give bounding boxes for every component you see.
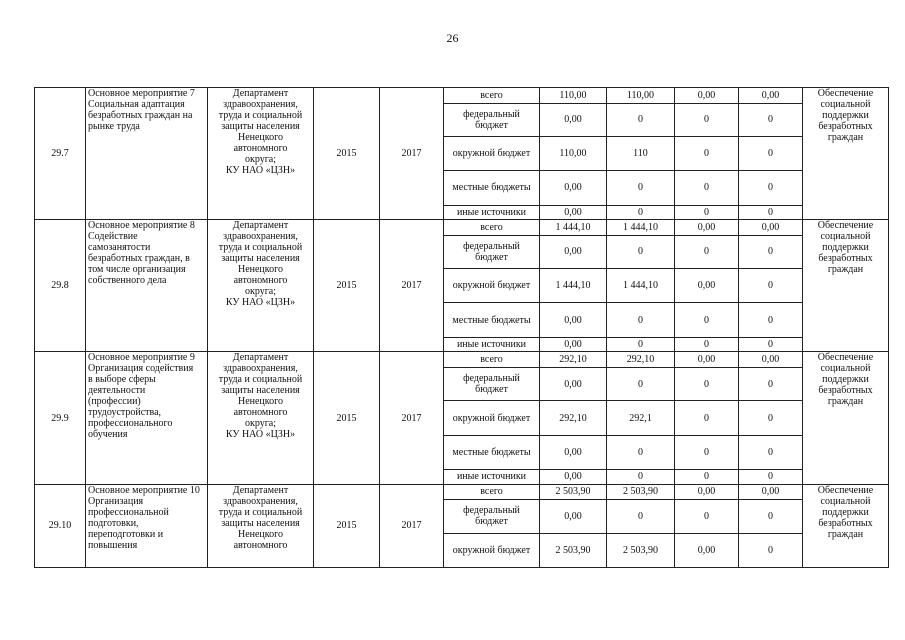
funding-2016: 0,00 (675, 484, 739, 500)
end-year: 2017 (380, 88, 444, 220)
funding-2017: 0 (739, 435, 803, 469)
funding-source: иные источники (444, 205, 540, 220)
funding-source: федеральный бюджет (444, 235, 540, 268)
funding-2016: 0,00 (675, 269, 739, 303)
funding-2015: 0 (607, 303, 675, 337)
funding-total: 0,00 (540, 368, 607, 401)
funding-2017: 0 (739, 533, 803, 567)
funding-2016: 0 (675, 303, 739, 337)
expected-result: Обеспечение социальной поддержки безработных граждан (803, 484, 889, 567)
funding-source: всего (444, 220, 540, 236)
funding-source: всего (444, 484, 540, 500)
funding-2015: 110 (607, 136, 675, 170)
funding-2015: 2 503,90 (607, 533, 675, 567)
expected-result: Обеспечение социальной поддержки безработных граждан (803, 88, 889, 220)
funding-2017: 0 (739, 470, 803, 485)
funding-total: 2 503,90 (540, 484, 607, 500)
funding-total: 110,00 (540, 136, 607, 170)
funding-source: окружной бюджет (444, 401, 540, 435)
activity-row (35, 220, 889, 236)
funding-2015: 2 503,90 (607, 484, 675, 500)
activity-description: Основное мероприятие 8 Содействие самозанятости безработных граждан, в том числе организация собственного дела (86, 220, 208, 352)
activity-executor: Департамент здравоохранения, труда и социальной защиты населения Ненецкого автономного округа; КУ НАО «ЦЗН» (208, 88, 314, 220)
funding-source: местные бюджеты (444, 171, 540, 205)
funding-source: федеральный бюджет (444, 368, 540, 401)
page-number: 26 (446, 31, 459, 45)
funding-2015: 0 (607, 171, 675, 205)
funding-2015: 0 (607, 435, 675, 469)
activity-number: 29.10 (35, 484, 86, 567)
funding-total: 110,00 (540, 88, 607, 104)
funding-total: 0,00 (540, 205, 607, 220)
funding-total: 1 444,10 (540, 220, 607, 236)
funding-2015: 1 444,10 (607, 220, 675, 236)
activity-description: Основное мероприятие 9 Организация содействия в выборе сферы деятельности (профессии) трудоустройства, профессионального обучения (86, 352, 208, 484)
funding-total: 0,00 (540, 337, 607, 352)
funding-total: 0,00 (540, 235, 607, 268)
funding-source: окружной бюджет (444, 533, 540, 567)
activity-number: 29.8 (35, 220, 86, 352)
funding-2016: 0 (675, 337, 739, 352)
funding-total: 0,00 (540, 500, 607, 533)
funding-2017: 0 (739, 401, 803, 435)
funding-2016: 0 (675, 368, 739, 401)
funding-2015: 110,00 (607, 88, 675, 104)
activity-row (35, 484, 889, 500)
activity-number: 29.9 (35, 352, 86, 484)
funding-total: 0,00 (540, 303, 607, 337)
funding-source: федеральный бюджет (444, 500, 540, 533)
funding-source: федеральный бюджет (444, 103, 540, 136)
funding-source: иные источники (444, 337, 540, 352)
funding-2017: 0,00 (739, 484, 803, 500)
funding-2016: 0 (675, 103, 739, 136)
activity-row (35, 88, 889, 104)
funding-2015: 1 444,10 (607, 269, 675, 303)
activity-description: Основное мероприятие 7 Социальная адаптация безработных граждан на рынке труда (86, 88, 208, 220)
funding-2017: 0 (739, 171, 803, 205)
funding-total: 0,00 (540, 103, 607, 136)
funding-2015: 0 (607, 235, 675, 268)
funding-2017: 0 (739, 205, 803, 220)
funding-total: 292,10 (540, 352, 607, 368)
funding-2015: 0 (607, 500, 675, 533)
program-activities-table (34, 87, 889, 568)
funding-source: всего (444, 88, 540, 104)
funding-total: 0,00 (540, 435, 607, 469)
funding-source: всего (444, 352, 540, 368)
activity-executor: Департамент здравоохранения, труда и социальной защиты населения Ненецкого автономного (208, 484, 314, 567)
funding-2015: 0 (607, 205, 675, 220)
funding-2016: 0 (675, 205, 739, 220)
funding-source: окружной бюджет (444, 269, 540, 303)
expected-result: Обеспечение социальной поддержки безработных граждан (803, 220, 889, 352)
funding-total: 0,00 (540, 171, 607, 205)
funding-2016: 0 (675, 235, 739, 268)
funding-2016: 0 (675, 136, 739, 170)
funding-2015: 292,1 (607, 401, 675, 435)
funding-source: местные бюджеты (444, 435, 540, 469)
funding-2016: 0,00 (675, 88, 739, 104)
funding-2017: 0,00 (739, 88, 803, 104)
funding-2016: 0,00 (675, 352, 739, 368)
funding-2017: 0 (739, 235, 803, 268)
funding-2016: 0 (675, 470, 739, 485)
funding-2017: 0,00 (739, 220, 803, 236)
funding-total: 292,10 (540, 401, 607, 435)
funding-source: местные бюджеты (444, 303, 540, 337)
expected-result: Обеспечение социальной поддержки безработных граждан (803, 352, 889, 484)
funding-2016: 0 (675, 500, 739, 533)
start-year: 2015 (314, 484, 380, 567)
funding-2017: 0 (739, 103, 803, 136)
start-year: 2015 (314, 352, 380, 484)
funding-2016: 0,00 (675, 533, 739, 567)
funding-2017: 0 (739, 303, 803, 337)
funding-2016: 0 (675, 401, 739, 435)
funding-2015: 292,10 (607, 352, 675, 368)
funding-total: 0,00 (540, 470, 607, 485)
funding-2015: 0 (607, 368, 675, 401)
end-year: 2017 (380, 484, 444, 567)
start-year: 2015 (314, 220, 380, 352)
funding-source: окружной бюджет (444, 136, 540, 170)
funding-total: 2 503,90 (540, 533, 607, 567)
funding-2017: 0 (739, 500, 803, 533)
funding-2015: 0 (607, 103, 675, 136)
funding-2015: 0 (607, 470, 675, 485)
funding-2015: 0 (607, 337, 675, 352)
funding-2016: 0 (675, 435, 739, 469)
funding-2017: 0,00 (739, 352, 803, 368)
activity-executor: Департамент здравоохранения, труда и социальной защиты населения Ненецкого автономного округа; КУ НАО «ЦЗН» (208, 352, 314, 484)
funding-total: 1 444,10 (540, 269, 607, 303)
activity-number: 29.7 (35, 88, 86, 220)
funding-2017: 0 (739, 269, 803, 303)
end-year: 2017 (380, 220, 444, 352)
activity-row (35, 352, 889, 368)
start-year: 2015 (314, 88, 380, 220)
funding-2016: 0,00 (675, 220, 739, 236)
funding-source: иные источники (444, 470, 540, 485)
activity-description: Основное мероприятие 10 Организация профессиональной подготовки, переподготовки и повышения (86, 484, 208, 567)
end-year: 2017 (380, 352, 444, 484)
activity-executor: Департамент здравоохранения, труда и социальной защиты населения Ненецкого автономного округа; КУ НАО «ЦЗН» (208, 220, 314, 352)
funding-2017: 0 (739, 337, 803, 352)
funding-2017: 0 (739, 136, 803, 170)
funding-2017: 0 (739, 368, 803, 401)
funding-2016: 0 (675, 171, 739, 205)
